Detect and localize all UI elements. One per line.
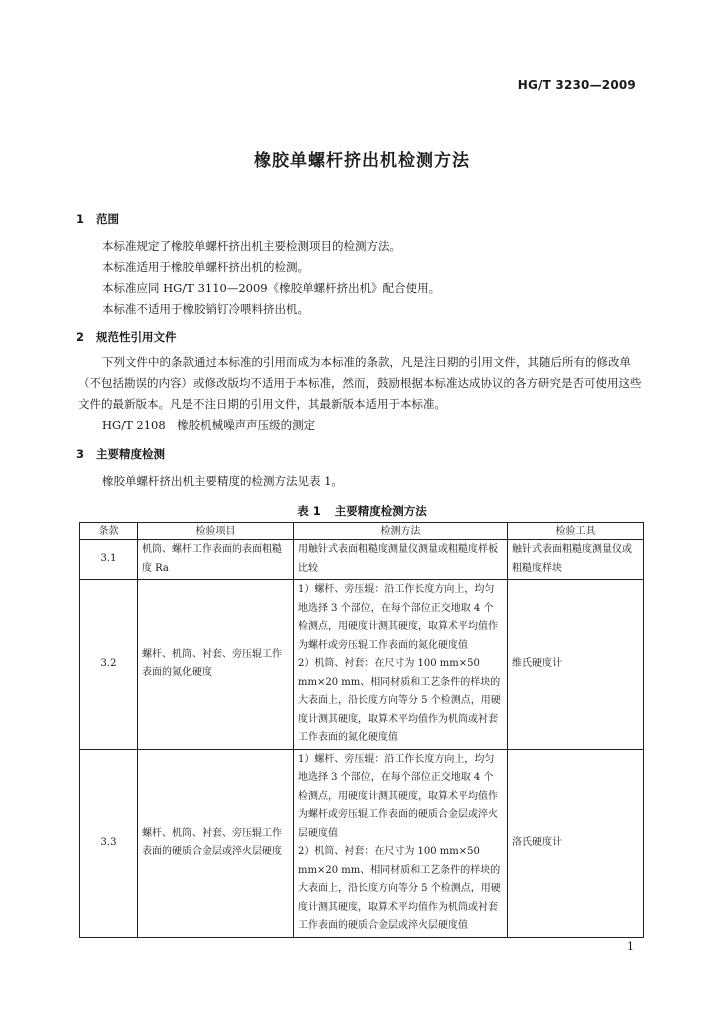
method-cell [294,749,508,937]
method-step: 2）机筒、衬套：在尺寸为 100 mm×50 mm×20 mm、相同材质和工艺条件的样块的大表面上，沿长度方向等分 5 个检测点，用硬度计测其硬度，取算术平均值作为机筒或衬套工作表面的氮化硬度值 [298,658,501,743]
section-3-body [78,471,642,492]
section-2-heading [76,329,177,345]
section-1-body [78,236,642,320]
method-cell [294,580,508,750]
document-title: 橡胶单螺杆挤出机检测方法 [254,151,470,171]
item-cell: 螺杆、机筒、衬套、旁压辊工作表面的硬质合金层或淬火层硬度 [138,749,294,937]
tool-cell: 触针式表面粗糙度测量仪或粗糙度样块 [508,540,644,580]
section-number: 2 [76,330,85,344]
precision-test-table [79,522,644,938]
section-title: 主要精度检测 [96,447,165,461]
header-tool: 检验工具 [508,523,644,540]
section-title: 规范性引用文件 [96,330,177,344]
table-row [80,540,644,580]
header-method: 检测方法 [294,523,508,540]
table-caption-title: 主要精度检测方法 [334,504,427,518]
standard-code: HG/T 3230—2009 [517,78,636,92]
method-cell [294,540,508,580]
item-cell: 机筒、螺杆工作表面的表面粗糙度 Ra [138,540,294,580]
section-number: 1 [76,212,85,226]
clause-cell: 3.1 [80,540,138,580]
method-step: 2）机筒、衬套：在尺寸为 100 mm×50 mm×20 mm、相同材质和工艺条件的样块的大表面上，沿长度方向等分 5 个检测点，用硬度计测其硬度，取算术平均值作为机筒或衬套工作表面的硬质合金层或淬火层硬度值 [298,846,501,931]
clause-cell: 3.3 [80,749,138,937]
section-number: 3 [76,447,85,461]
section-title: 范围 [96,212,119,226]
table-caption-label: 表 1 [297,504,321,518]
paragraph: 本标准不适用于橡胶销钉冷喂料挤出机。 [102,302,309,316]
paragraph: 下列文件中的条款通过本标准的引用而成为本标准的条款，凡是注日期的引用文件，其随后所有的修改单（不包括勘误的内容）或修改版均不适用于本标准，然而，鼓励根据本标准达成协议的各方研究是否可使用这些文件的最新版本。凡是不注日期的引用文件，其最新版本适用于本标准。 [78,355,642,411]
paragraph: 本标准适用于橡胶单螺杆挤出机的检测。 [102,260,309,274]
table-row [80,580,644,750]
header-clause: 条款 [80,523,138,540]
tool-cell: 维氏硬度计 [508,580,644,750]
page-number: 1 [627,940,634,953]
table-caption [0,503,724,519]
section-2-body [78,352,642,436]
section-1-heading [76,211,119,227]
table-header-row [80,523,644,540]
method-text: 用触针式表面粗糙度测量仪测量或粗糙度样板比较 [298,544,498,574]
tool-cell: 洛氏硬度计 [508,749,644,937]
header-item: 检验项目 [138,523,294,540]
paragraph: 本标准规定了橡胶单螺杆挤出机主要检测项目的检测方法。 [102,239,401,253]
reference-entry: HG/T 2108 橡胶机械噪声声压级的测定 [102,418,316,432]
method-step: 1）螺杆、旁压辊：沿工作长度方向上，均匀地选择 3 个部位，在每个部位正交地取 4 个检测点，用硬度计测其硬度，取算术平均值作为螺杆或旁压辊工作表面的硬质合金层或淬火层硬度值 [298,753,498,839]
paragraph: 本标准应同 HG/T 3110—2009《橡胶单螺杆挤出机》配合使用。 [102,281,441,295]
paragraph: 橡胶单螺杆挤出机主要精度的检测方法见表 1。 [102,474,343,488]
method-step: 1）螺杆、旁压辊：沿工作长度方向上，均匀地选择 3 个部位，在每个部位正交地取 4 个检测点，用硬度计测其硬度，取算术平均值作为螺杆或旁压辊工作表面的氮化硬度值 [298,584,498,651]
section-3-heading [76,446,165,462]
table-row [80,749,644,937]
item-cell: 螺杆、机筒、衬套、旁压辊工作表面的氮化硬度 [138,580,294,750]
clause-cell: 3.2 [80,580,138,750]
